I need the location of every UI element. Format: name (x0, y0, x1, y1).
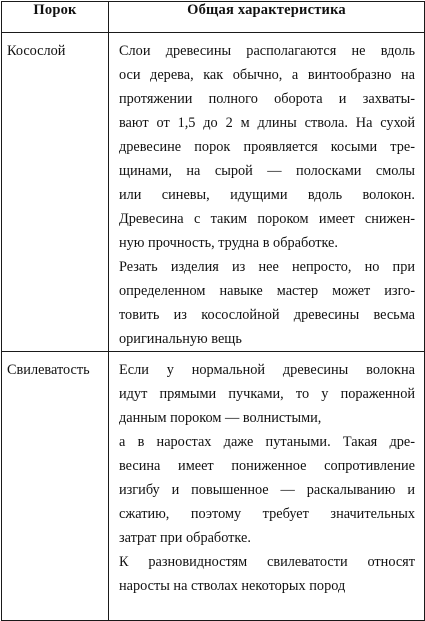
table-row (2, 352, 425, 621)
description-paragraph (119, 430, 415, 550)
text-line: изгибу и повышенное — раскалыванию и (119, 482, 415, 498)
column-header-description: Общая характеристика (109, 2, 425, 33)
text-line: а в наростах даже путаными. Такая дре- (119, 434, 415, 450)
text-line: оригинальную вещь (119, 331, 242, 347)
text-line: Резать изделия из нее непросто, но при (119, 259, 415, 275)
text-line: определенном навыке мастер может изго- (119, 283, 415, 299)
text-line: протяжении полного оборота и захваты- (119, 91, 415, 107)
text-line: Если у нормальной древесины волокна (119, 362, 415, 378)
text-line: Древесина с таким пороком имеет снижен- (119, 211, 415, 227)
table-row (2, 33, 425, 352)
text-line: данным пороком — волнистыми, (119, 410, 322, 426)
text-line: древесине порок проявляется косыми тре- (119, 139, 415, 155)
defect-description-cell (109, 33, 425, 352)
defect-name-cell: Свилеватость (2, 352, 109, 621)
description-paragraph (119, 358, 415, 430)
description-paragraph (119, 255, 415, 351)
text-line: К разновидностям свилеватости относят (119, 554, 415, 570)
text-line: Слои древесины располагаются не вдоль (119, 43, 415, 59)
wood-defects-table (1, 1, 425, 621)
description-paragraph (119, 550, 415, 598)
defect-description-cell (109, 352, 425, 621)
table-header-row (2, 2, 425, 33)
text-line: затрат при обработке. (119, 530, 251, 546)
defect-name-cell: Косослой (2, 33, 109, 352)
text-line: ную прочность, трудна в обработке. (119, 235, 338, 251)
description-paragraph (119, 39, 415, 255)
column-header-defect: Порок (2, 2, 109, 33)
text-line: идут прямыми пучками, то у пораженной (119, 386, 415, 402)
text-line: наросты на стволах некоторых пород (119, 578, 346, 594)
text-line: вают от 1,5 до 2 м длины ствола. На сухой (119, 115, 415, 131)
text-line: оси дерева, как обычно, а винтообразно на (119, 67, 415, 83)
text-line: щинами, на сырой — полосками смолы (119, 163, 415, 179)
text-line: товить из косослойной древесины весьма (119, 307, 415, 323)
text-line: сжатию, поэтому требует значительных (119, 506, 415, 522)
text-line: весина имеет пониженное сопротивление (119, 458, 415, 474)
text-line: или синевы, идущими вдоль волокон. (119, 187, 415, 203)
